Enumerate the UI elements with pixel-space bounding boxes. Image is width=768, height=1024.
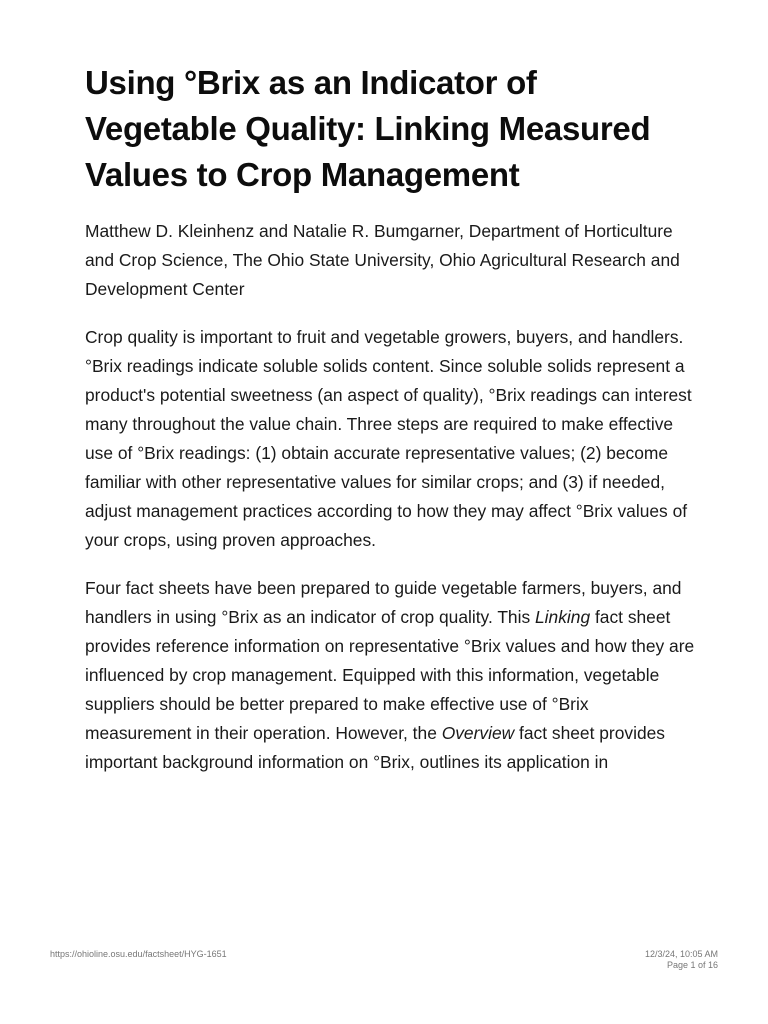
article-authors: Matthew D. Kleinhenz and Natalie R. Bumgarner, Department of Horticulture and Crop Science, The Ohio State University, Ohio Agricultural Research and Development Center [85, 221, 680, 299]
paragraph-intro: Crop quality is important to fruit and vegetable growers, buyers, and handlers. °Brix readings indicate soluble solids content. Since soluble solids represent a product's potential sweetness (an aspect of quality), °Brix readings can interest many throughout the value chain. Three steps are required to make effective use of °Brix readings: (1) obtain accurate representative values; (2) become familiar with other representative values for similar crops; and (3) if needed, adjust management practices according to how they may affect °Brix values of your crops, using proven approaches. [85, 327, 692, 550]
paragraph-text: fact sheet provides reference information on representative °Brix values and how they are influenced by crop management. Equipped with this information, vegetable suppliers should be better prepared to make effective use of °Brix measurement in their operation. However, the [85, 607, 695, 743]
footer-meta [645, 949, 718, 971]
emphasis-overview: Overview [441, 723, 515, 743]
footer-datetime: 12/3/24, 10:05 AM [644, 949, 718, 959]
footer-page-number: Page 1 of 16 [666, 960, 718, 970]
paragraph-fact-sheets [85, 574, 695, 777]
paragraph-text: fact sheet provides important background information on °Brix, outlines its application in [85, 723, 665, 772]
article [85, 60, 695, 777]
footer-url: https://ohioline.osu.edu/factsheet/HYG-1651 [50, 949, 227, 959]
emphasis-linking: Linking [535, 607, 591, 627]
article-title: Using °Brix as an Indicator of Vegetable Quality: Linking Measured Values to Crop Management [85, 64, 651, 193]
paragraph-text: Four fact sheets have been prepared to guide vegetable farmers, buyers, and handlers in using °Brix as an indicator of crop quality. This [85, 578, 682, 627]
